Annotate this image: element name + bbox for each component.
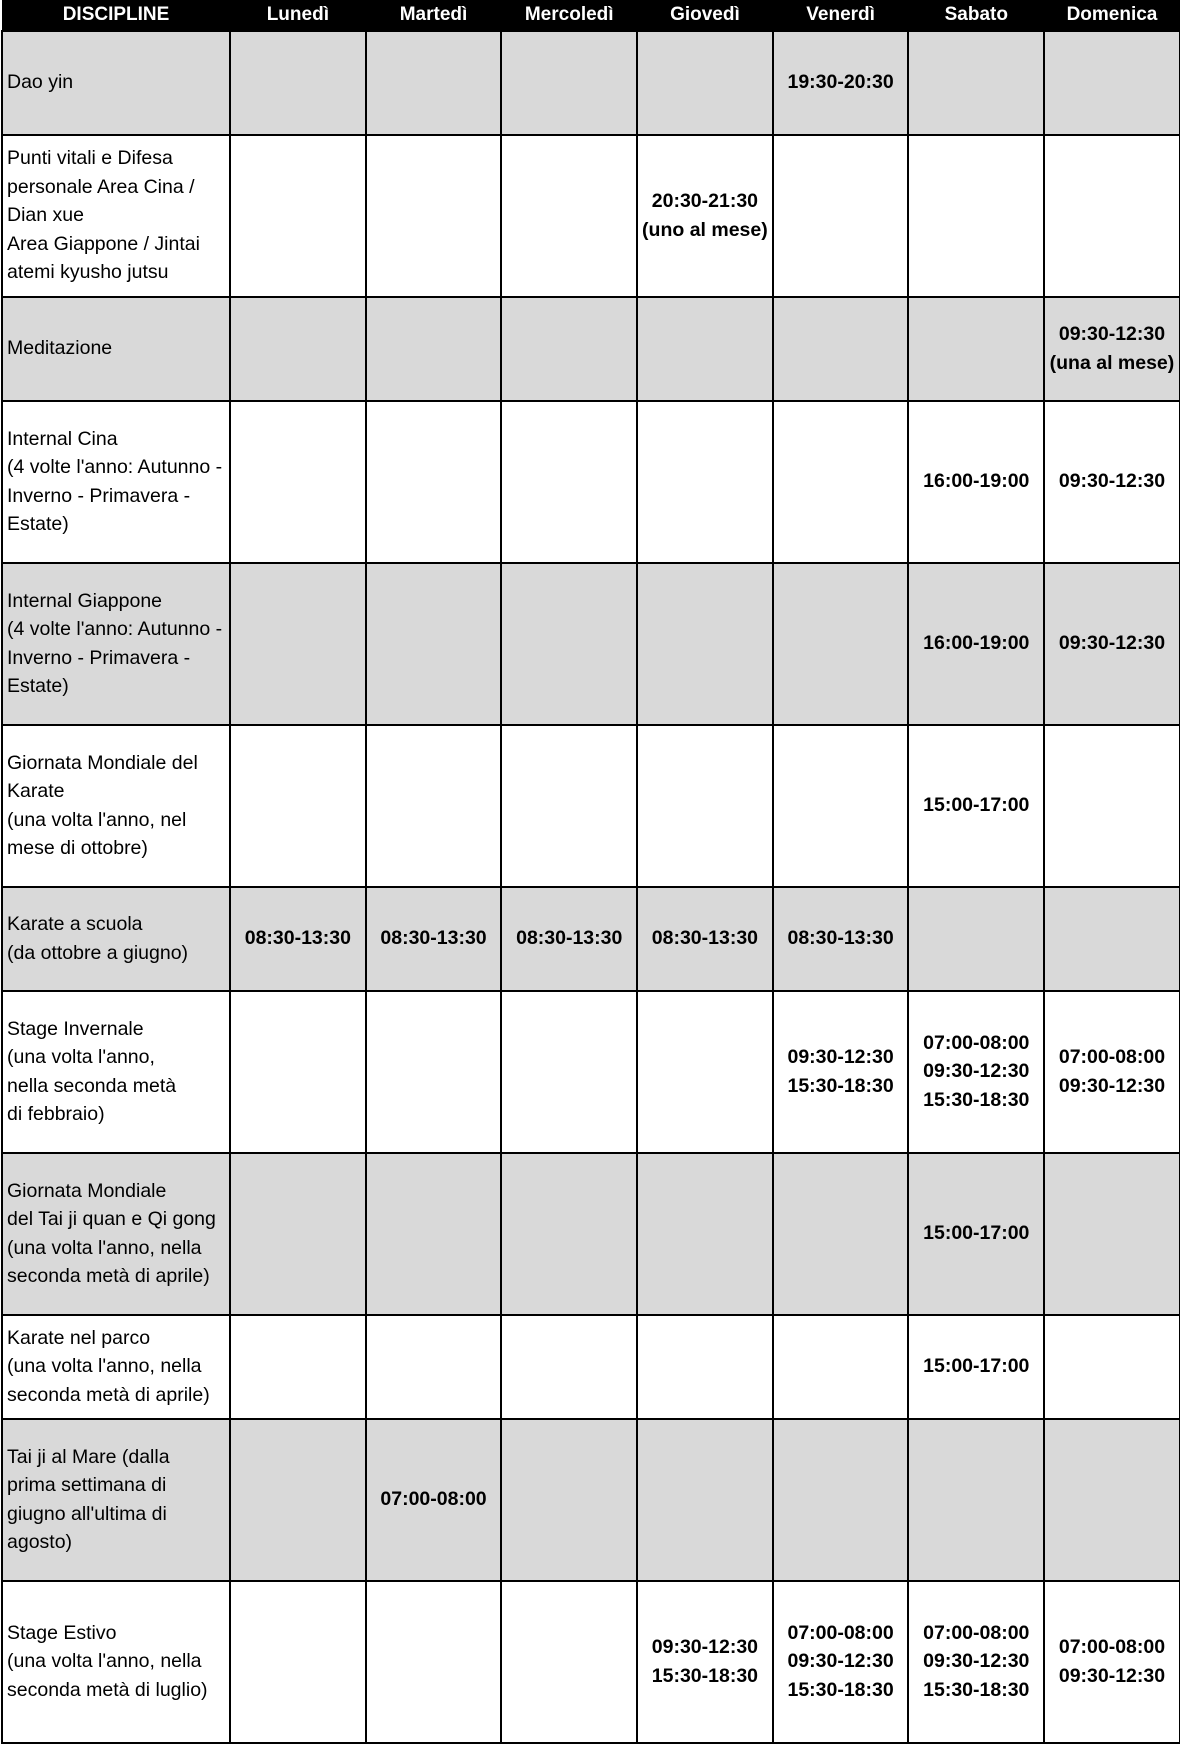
time-cell-domenica xyxy=(1044,1419,1180,1581)
schedule-row xyxy=(2,991,1180,1153)
time-cell-venerdi xyxy=(773,887,909,991)
time-cell-lunedi xyxy=(230,1315,366,1419)
time-slot: 08:30-13:30 xyxy=(651,927,759,950)
time-slot: 09:30-12:30 xyxy=(1058,1664,1166,1687)
discipline-cell xyxy=(2,1581,230,1743)
time-cell-giovedi xyxy=(637,401,773,563)
time-cell-mercoledi xyxy=(501,135,637,297)
time-slot: 15:30-18:30 xyxy=(651,1664,759,1687)
discipline-line: mese di ottobre) xyxy=(7,837,148,859)
time-cell-lunedi xyxy=(230,297,366,401)
time-cell-lunedi xyxy=(230,1419,366,1581)
discipline-cell xyxy=(2,297,230,401)
time-cell-giovedi xyxy=(637,991,773,1153)
time-cell-domenica xyxy=(1044,31,1180,135)
discipline-line: Stage Estivo xyxy=(7,1621,117,1644)
time-cell-lunedi xyxy=(230,725,366,887)
time-slot: 09:30-12:30 xyxy=(1058,470,1166,493)
discipline-line: Giornata Mondiale xyxy=(7,1179,167,1202)
time-cell-sabato xyxy=(908,297,1044,401)
discipline-line: Dao yin xyxy=(7,71,74,94)
discipline-line: Meditazione xyxy=(7,337,113,360)
time-slot: 07:00-08:00 xyxy=(380,1488,487,1511)
time-cell-martedi xyxy=(366,887,502,991)
time-cell-lunedi xyxy=(230,31,366,135)
time-cell-martedi xyxy=(366,563,502,725)
time-cell-domenica xyxy=(1044,1315,1180,1419)
time-cell-domenica xyxy=(1044,1153,1180,1315)
time-cell-venerdi xyxy=(773,991,909,1153)
time-slot: 08:30-13:30 xyxy=(516,927,623,950)
time-cell-domenica xyxy=(1044,887,1180,991)
time-cell-domenica xyxy=(1044,297,1180,401)
discipline-line: Tai ji al Mare (dalla xyxy=(7,1445,170,1468)
discipline-line: Karate a scuola xyxy=(7,913,143,935)
time-slot: 09:30-12:30 xyxy=(1058,323,1166,345)
time-slot: 09:30-12:30 xyxy=(787,1650,894,1673)
time-cell-venerdi xyxy=(773,401,909,563)
discipline-line: Internal Cina xyxy=(7,427,118,450)
time-cell-giovedi xyxy=(637,1581,773,1743)
discipline-line: seconda metà di aprile) xyxy=(7,1265,210,1287)
discipline-cell xyxy=(2,135,230,297)
time-cell-lunedi xyxy=(230,135,366,297)
schedule-row xyxy=(2,135,1180,297)
schedule-row xyxy=(2,1153,1180,1315)
discipline-line: (una volta l'anno, xyxy=(7,1046,155,1068)
time-cell-sabato xyxy=(908,1581,1044,1743)
time-cell-sabato xyxy=(908,563,1044,725)
time-cell-venerdi xyxy=(773,31,909,135)
header-discipline: DISCIPLINE xyxy=(2,1,230,31)
time-slot: 19:30-20:30 xyxy=(787,71,894,94)
time-cell-giovedi xyxy=(637,135,773,297)
discipline-line: personale Area Cina / xyxy=(7,175,195,198)
time-slot: 09:30-12:30 xyxy=(1058,1074,1166,1097)
time-slot: 15:00-17:00 xyxy=(923,1355,1030,1378)
time-slot: 08:30-13:30 xyxy=(380,927,487,950)
time-cell-mercoledi xyxy=(501,991,637,1153)
schedule-row xyxy=(2,887,1180,991)
time-cell-lunedi xyxy=(230,401,366,563)
time-cell-venerdi xyxy=(773,1581,909,1743)
discipline-line: agosto) xyxy=(7,1531,73,1553)
time-cell-martedi xyxy=(366,1581,502,1743)
time-slot: 16:00-19:00 xyxy=(923,632,1030,655)
time-cell-venerdi xyxy=(773,563,909,725)
time-slot: 09:30-12:30 xyxy=(923,1650,1030,1673)
schedule-row xyxy=(2,1419,1180,1581)
time-cell-giovedi xyxy=(637,31,773,135)
discipline-cell xyxy=(2,563,230,725)
discipline-line: (una volta l'anno, nella xyxy=(7,1650,202,1673)
discipline-line: nella seconda metà xyxy=(7,1074,177,1097)
discipline-line: prima settimana di xyxy=(7,1474,167,1496)
discipline-cell xyxy=(2,887,230,991)
discipline-line: di febbraio) xyxy=(7,1103,105,1125)
time-cell-venerdi xyxy=(773,1153,909,1315)
discipline-line: Giornata Mondiale del xyxy=(7,751,198,774)
time-cell-domenica xyxy=(1044,563,1180,725)
time-cell-domenica xyxy=(1044,1581,1180,1743)
time-slot: 09:30-12:30 xyxy=(651,1636,759,1658)
time-cell-martedi xyxy=(366,1419,502,1581)
discipline-line: Area Giappone / Jintai xyxy=(7,232,200,255)
time-cell-domenica xyxy=(1044,991,1180,1153)
discipline-line: (4 volte l'anno: Autunno - xyxy=(7,618,223,640)
time-slot: 15:30-18:30 xyxy=(787,1678,894,1701)
time-cell-mercoledi xyxy=(501,31,637,135)
time-cell-venerdi xyxy=(773,297,909,401)
time-cell-giovedi xyxy=(637,297,773,401)
schedule-row xyxy=(2,401,1180,563)
header-lunedi: Lunedì xyxy=(230,1,366,31)
time-slot: (una al mese) xyxy=(1049,351,1175,374)
discipline-line: Inverno - Primavera - xyxy=(7,646,191,669)
time-cell-martedi xyxy=(366,1315,502,1419)
time-cell-martedi xyxy=(366,725,502,887)
time-cell-sabato xyxy=(908,1153,1044,1315)
time-cell-lunedi xyxy=(230,563,366,725)
time-cell-martedi xyxy=(366,401,502,563)
header-row xyxy=(2,1,1180,31)
schedule-body xyxy=(2,31,1180,1743)
time-cell-mercoledi xyxy=(501,1315,637,1419)
discipline-cell xyxy=(2,1153,230,1315)
time-cell-lunedi xyxy=(230,1153,366,1315)
schedule-table xyxy=(1,0,1180,1744)
schedule-row xyxy=(2,1315,1180,1419)
discipline-cell xyxy=(2,991,230,1153)
time-cell-giovedi xyxy=(637,563,773,725)
discipline-cell xyxy=(2,31,230,135)
time-cell-domenica xyxy=(1044,725,1180,887)
time-cell-martedi xyxy=(366,31,502,135)
discipline-cell xyxy=(2,1419,230,1581)
time-slot: 07:00-08:00 xyxy=(923,1031,1030,1054)
time-cell-martedi xyxy=(366,135,502,297)
discipline-line: Inverno - Primavera - xyxy=(7,484,191,507)
discipline-line: Dian xue xyxy=(7,204,84,227)
header-domenica: Domenica xyxy=(1044,1,1180,31)
time-cell-sabato xyxy=(908,31,1044,135)
time-slot: 15:00-17:00 xyxy=(923,1222,1030,1245)
time-cell-mercoledi xyxy=(501,1153,637,1315)
time-cell-mercoledi xyxy=(501,1419,637,1581)
time-slot: 09:30-12:30 xyxy=(1058,632,1166,655)
discipline-line: atemi kyusho jutsu xyxy=(7,261,169,284)
time-cell-sabato xyxy=(908,135,1044,297)
schedule-row xyxy=(2,297,1180,401)
schedule-row xyxy=(2,563,1180,725)
time-cell-sabato xyxy=(908,1315,1044,1419)
time-slot: 08:30-13:30 xyxy=(787,927,894,950)
time-cell-sabato xyxy=(908,887,1044,991)
time-cell-domenica xyxy=(1044,135,1180,297)
time-slot: 07:00-08:00 xyxy=(787,1621,894,1644)
time-cell-mercoledi xyxy=(501,401,637,563)
time-cell-giovedi xyxy=(637,1153,773,1315)
time-cell-mercoledi xyxy=(501,297,637,401)
time-cell-lunedi xyxy=(230,991,366,1153)
discipline-line: (una volta l'anno, nel xyxy=(7,808,187,831)
discipline-line: Estate) xyxy=(7,675,69,697)
time-cell-mercoledi xyxy=(501,887,637,991)
time-cell-venerdi xyxy=(773,1315,909,1419)
discipline-line: Karate xyxy=(7,780,65,802)
time-slot: 09:30-12:30 xyxy=(923,1060,1030,1083)
discipline-line: del Tai ji quan e Qi gong xyxy=(7,1208,216,1230)
schedule-row xyxy=(2,1581,1180,1743)
time-slot: 15:30-18:30 xyxy=(923,1088,1030,1111)
time-cell-domenica xyxy=(1044,401,1180,563)
time-slot: 08:30-13:30 xyxy=(244,927,351,950)
time-cell-giovedi xyxy=(637,1419,773,1581)
discipline-cell xyxy=(2,401,230,563)
time-slot: 07:00-08:00 xyxy=(1058,1636,1166,1658)
time-cell-venerdi xyxy=(773,725,909,887)
time-cell-mercoledi xyxy=(501,563,637,725)
time-slot: 15:30-18:30 xyxy=(923,1678,1030,1701)
time-cell-lunedi xyxy=(230,1581,366,1743)
discipline-line: giugno all'ultima di xyxy=(7,1502,167,1525)
time-slot: 15:30-18:30 xyxy=(787,1074,894,1097)
time-cell-venerdi xyxy=(773,1419,909,1581)
time-slot: 09:30-12:30 xyxy=(787,1046,894,1068)
header-martedi: Martedì xyxy=(366,1,502,31)
discipline-line: Karate nel parco xyxy=(7,1326,151,1349)
discipline-cell xyxy=(2,725,230,887)
header-giovedi: Giovedì xyxy=(637,1,773,31)
time-cell-martedi xyxy=(366,1153,502,1315)
schedule-row xyxy=(2,31,1180,135)
schedule-row xyxy=(2,725,1180,887)
discipline-line: Punti vitali e Difesa xyxy=(7,147,173,170)
discipline-line: (4 volte l'anno: Autunno - xyxy=(7,456,223,478)
header-mercoledi: Mercoledì xyxy=(501,1,637,31)
discipline-line: seconda metà di aprile) xyxy=(7,1383,210,1406)
time-cell-giovedi xyxy=(637,725,773,887)
time-cell-martedi xyxy=(366,991,502,1153)
discipline-line: (da ottobre a giugno) xyxy=(7,941,189,964)
time-slot: 07:00-08:00 xyxy=(1058,1046,1166,1068)
time-cell-giovedi xyxy=(637,1315,773,1419)
time-slot: 16:00-19:00 xyxy=(923,470,1030,493)
discipline-line: seconda metà di luglio) xyxy=(7,1678,208,1701)
discipline-line: (una volta l'anno, nella xyxy=(7,1355,202,1378)
time-cell-sabato xyxy=(908,725,1044,887)
time-cell-mercoledi xyxy=(501,1581,637,1743)
time-cell-giovedi xyxy=(637,887,773,991)
time-slot: 20:30-21:30 xyxy=(651,190,759,212)
time-cell-sabato xyxy=(908,1419,1044,1581)
time-cell-venerdi xyxy=(773,135,909,297)
header-venerdi: Venerdì xyxy=(773,1,909,31)
time-cell-lunedi xyxy=(230,887,366,991)
discipline-line: Estate) xyxy=(7,513,69,535)
time-cell-martedi xyxy=(366,297,502,401)
discipline-cell xyxy=(2,1315,230,1419)
discipline-line: (una volta l'anno, nella xyxy=(7,1236,202,1259)
time-cell-sabato xyxy=(908,401,1044,563)
header-sabato: Sabato xyxy=(908,1,1044,31)
discipline-line: Stage Invernale xyxy=(7,1017,144,1040)
time-slot: 15:00-17:00 xyxy=(923,794,1030,817)
time-cell-sabato xyxy=(908,991,1044,1153)
discipline-line: Internal Giappone xyxy=(7,589,163,612)
time-slot: 07:00-08:00 xyxy=(923,1621,1030,1644)
time-slot: (uno al mese) xyxy=(642,218,768,241)
time-cell-mercoledi xyxy=(501,725,637,887)
